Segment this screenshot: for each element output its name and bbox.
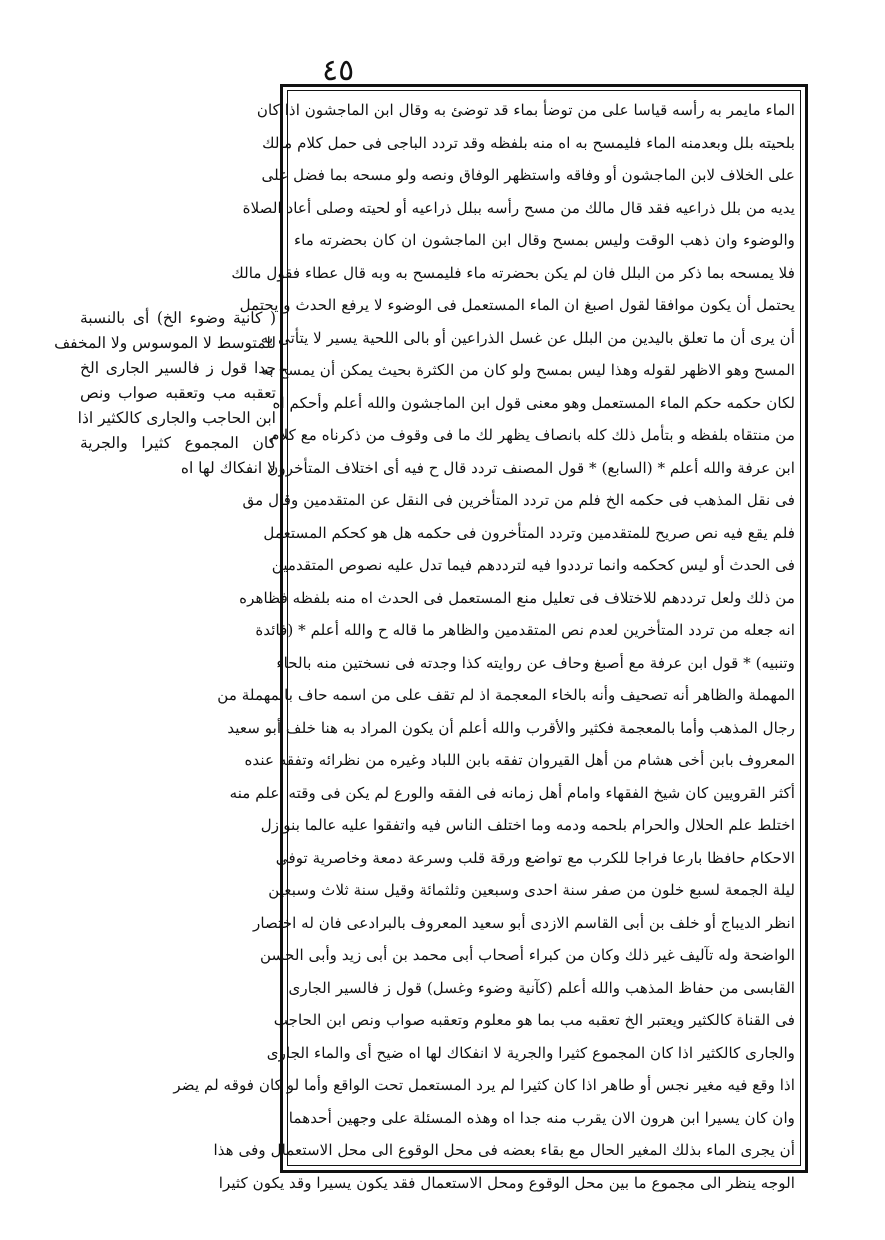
text-line: ابن عرفة والله أعلم * (السابع) * قول المصنف تردد قال ح فيه أى اختلاف المتأخرون bbox=[267, 458, 795, 477]
text-line: وان كان يسيرا ابن هرون الان يقرب منه جدا اه وهذه المسئلة على وجهين أحدهما bbox=[288, 1108, 795, 1127]
text-line: الاحكام حافظا بارعا فراجا للكرب مع تواضع ورقة قلب وسرعة دمعة وخاصرية توفى bbox=[275, 848, 795, 867]
text-line: فلم يقع فيه نص صريح للمتقدمين وتردد المتأخرون فى حكمه هل هو كحكم المستعمل bbox=[263, 523, 795, 542]
text-line: من منتقاه بلفظه و بتأمل ذلك كله بانصاف يظهر لك ما فى وقوف من ذكرناه مع كلام bbox=[270, 426, 795, 444]
margin-note-line: للمتوسط لا الموسوس ولا المخفف bbox=[54, 334, 276, 352]
text-line: لكان حكمه حكم الماء المستعمل وهو معنى قول ابن الماجشون والله أعلم وأحكم اه bbox=[272, 393, 795, 412]
text-line: والجارى كالكثير اذا كان المجموع كثيرا والجرية لا انفكاك لها اه ضيح أى والماء الجارى bbox=[266, 1043, 795, 1062]
margin-note bbox=[54, 306, 276, 481]
margin-note-line: تعقبه مب وتعقبه صواب ونص bbox=[80, 384, 276, 402]
margin-note-line: كان المجموع كثيرا والجرية bbox=[80, 434, 276, 452]
text-line: والوضوء وان ذهب الوقت وليس بمسح وقال ابن الماجشون ان كان بحضرته ماء bbox=[294, 231, 795, 249]
text-line: وتنبيه) * قول ابن عرفة مع أصبغ وحاف عن روايته كذا وجدته فى نسختين منه بالحاء bbox=[276, 653, 795, 672]
text-line: اختلط علم الحلال والحرام بلحمه ودمه وما اختلف الناس فيه واتفقوا عليه عالما بنوازل bbox=[260, 816, 795, 834]
text-line: انظر الديباج أو خلف بن أبى القاسم الازدى أبو سعيد المعروف بالبرادعى فان له اختصار bbox=[253, 913, 795, 932]
text-line: على الخلاف لابن الماجشون أو وفاقه واستظهر الوفاق ونصه ولو مسحه بما فضل على bbox=[261, 166, 795, 184]
text-line: اذا وقع فيه مغير نجس أو طاهر اذا كان كثيرا لم يرد المستعمل تحت الواقع وأما لو كان فوقه لم يضر bbox=[173, 1076, 795, 1094]
text-line: فلا يمسحه بما ذكر من البلل فان لم يكن بحضرته ماء فليمسح به وبه قال عطاء فقول مالك bbox=[231, 263, 795, 282]
text-line: أكثر القرويين كان شيخ الفقهاء وامام أهل زمانه فى الفقه والورع لم يكن فى وقته أعلم منه bbox=[229, 783, 795, 802]
text-line: فى نقل المذهب فى حكمه الخ فلم من تردد المتأخرين فى النقل عن المتقدمين وقال مق bbox=[242, 491, 795, 509]
text-line: من ذلك ولعل ترددهم للاختلاف فى تعليل منع المستعمل فى الحدث اه منه بلفظه فظاهره bbox=[239, 588, 795, 607]
text-line: المعروف بابن أخى هشام من أهل القيروان تفقه بابن اللباد وغيره من نظرائه وتفقه عنده bbox=[244, 751, 795, 769]
text-line: رجال المذهب وأما بالمعجمة فكثير والأقرب والله أعلم أن يكون المراد به هنا خلف أبو سعيد bbox=[227, 718, 795, 737]
text-line: انه جعله من تردد المتأخرين لعدم نص المتقدمين والظاهر ما قاله ح والله أعلم * (فائدة bbox=[255, 621, 795, 639]
margin-note-line: ابن الحاجب والجارى كالكثير اذا bbox=[77, 409, 276, 427]
text-line: أن يرى أن ما تعلق باليدين من البلل عن غسل الذراعين أو بالى اللحية يسير لا يتأتى به bbox=[260, 328, 795, 347]
text-line: الواضحة وله تآليف غير ذلك وكان من كبراء أصحاب أبى محمد بن أبى زيد وأبى الحسن bbox=[259, 946, 795, 964]
text-line: القابسى من حفاظ المذهب والله أعلم (كآنية وضوء وغسل) قول ز فالسير الجارى bbox=[288, 978, 795, 997]
text-line: فى القناة كالكثير ويعتبر الخ تعقبه مب بما هو معلوم وتعقبه صواب ونص ابن الحاجب bbox=[273, 1011, 795, 1029]
text-line: يديه من بلل ذراعيه فقد قال مالك من مسح رأسه ببلل ذراعيه أو لحيته وصلى أعاد الصلاة bbox=[242, 198, 795, 217]
text-line: ليلة الجمعة لسبع خلون من صفر سنة احدى وسبعين وثلثمائة وقيل سنة ثلاث وسبعين bbox=[268, 881, 795, 899]
text-line: بلحيته بلل وبعدمنه الماء فليمسح به اه منه بلفظه وقد تردد الباجى فى حمل كلام مالك bbox=[262, 133, 795, 152]
text-line: المهملة والظاهر أنه تصحيف وأنه بالخاء المعجمة اذ لم تقف على من اسمه حاف بالمهملة من bbox=[217, 686, 795, 704]
text-line: الوجه ينظر الى مجموع ما بين محل الوقوع ومحل الاستعمال فقد يكون يسيرا وقد يكون كثيرا bbox=[218, 1173, 795, 1192]
text-line: فى الحدث أو ليس كحكمه وانما ترددوا فيه لترددهم فيما تدل عليه نصوص المتقدمين bbox=[271, 556, 795, 574]
text-line: الماء مايمر به رأسه قياسا على من توضأ بماء قد توضئ به وقال ابن الماجشون اذا كان bbox=[256, 101, 795, 119]
text-line: يحتمل أن يكون موافقا لقول اصبغ ان الماء المستعمل فى الوضوء لا يرفع الحدث و يحتمل bbox=[239, 296, 795, 314]
margin-note-line: لا انفكاك لها اه bbox=[180, 459, 276, 477]
margin-note-line: ( كآنية وضوء الخ) أى بالنسبة bbox=[80, 309, 276, 327]
text-line: المسح وهو الاظهر لقوله وهذا ليس بمسح ولو كان من الكثرة بحيث يمكن أن يمسح به bbox=[261, 361, 795, 379]
text-line: أن يجرى الماء بذلك المغير الحال مع بقاء بعضه فى محل الوقوع الى محل الاستعمال وفى هذا bbox=[213, 1141, 795, 1159]
page-number: ٤٥ bbox=[322, 53, 355, 88]
margin-note-line: جدا قول ز فالسير الجارى الخ bbox=[80, 359, 276, 377]
